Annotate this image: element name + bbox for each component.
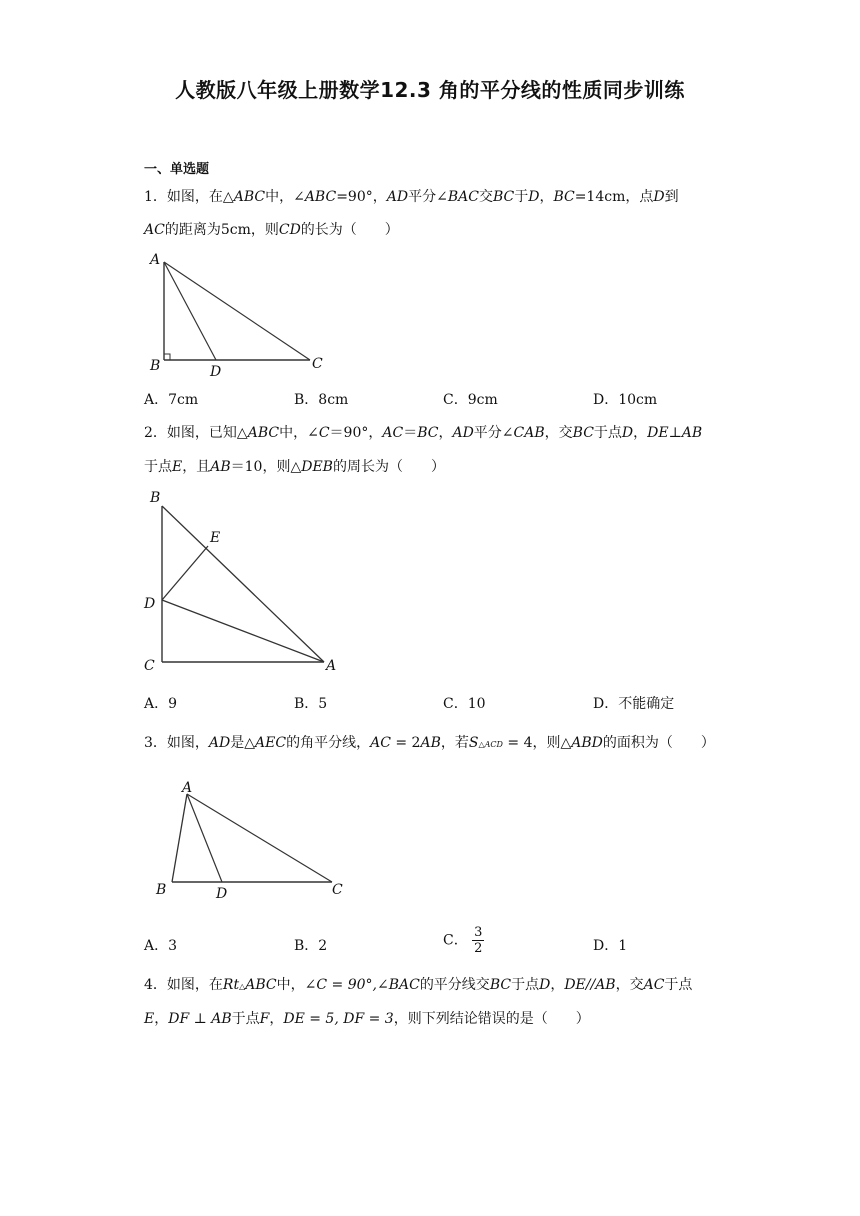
- q4-text: BC: [489, 977, 512, 993]
- q1-text: 于: [514, 189, 529, 205]
- q2-text: AB: [210, 459, 231, 475]
- q4-text-line1: [144, 974, 692, 994]
- q1-text: BAC: [447, 189, 479, 205]
- q3-area-subscript: △ACD: [478, 740, 503, 749]
- q1-text: ABC: [233, 189, 266, 205]
- page-title: 人教版八年级上册数学12.3 角的平分线的性质同步训练: [175, 78, 685, 102]
- section-heading: 一、单选题: [144, 162, 210, 177]
- q1-text: AD: [386, 189, 409, 205]
- q4-text: ABC: [245, 977, 277, 993]
- q3-option-b[interactable]: B．2: [294, 938, 328, 954]
- q4-text: 于点: [664, 977, 693, 993]
- q4-text: 于点: [511, 977, 540, 993]
- q2-label-E: E: [210, 530, 221, 546]
- q3-option-c-fraction: [472, 925, 484, 956]
- q1-option-c[interactable]: C．9cm: [443, 392, 498, 408]
- q1-right-angle-mark: [164, 354, 170, 360]
- q2-text: BC: [417, 425, 439, 441]
- q2-option-a[interactable]: A．9: [144, 696, 178, 712]
- q4-text: ∠C = 90°,∠BAC: [304, 977, 420, 993]
- q2-text: ABC: [247, 425, 280, 441]
- q4-text: 如图，在: [166, 977, 223, 993]
- q4-text: 中，: [276, 977, 305, 993]
- q2-label-A: A: [326, 658, 337, 674]
- q1-side-AC: [164, 262, 310, 360]
- q3-text: 是△: [230, 735, 256, 751]
- q3-side-AC: [187, 794, 332, 882]
- q3-side-AB: [172, 794, 187, 882]
- q2-text: BC: [572, 425, 594, 441]
- q2-text: ，交: [544, 425, 573, 441]
- q1-text: 交: [478, 189, 493, 205]
- q2-text: AB: [681, 425, 703, 441]
- q2-text: 的周长为（ ）: [332, 459, 445, 475]
- q3-number: 3．: [144, 735, 167, 751]
- q1-option-d[interactable]: D．10cm: [593, 392, 658, 408]
- fraction-denominator: 2: [474, 941, 483, 956]
- q4-text: ，则下列结论错误的是（ ）: [393, 1011, 590, 1027]
- q1-label-D: D: [210, 364, 222, 380]
- q3-text: AD: [208, 735, 231, 751]
- q3-bisector-AD: [187, 794, 222, 882]
- q1-text: ABC: [304, 189, 337, 205]
- q1-option-b[interactable]: B．8cm: [294, 392, 349, 408]
- q1-text: 的长为（ ）: [300, 222, 399, 238]
- q1-text: 中，∠: [265, 189, 305, 205]
- q2-text: ，: [438, 425, 453, 441]
- q2-text: ⊥: [668, 425, 682, 441]
- q1-text: AC: [144, 222, 165, 238]
- q2-text: DEB: [301, 459, 333, 475]
- q3-text: = 2: [390, 735, 421, 751]
- q1-label-C: C: [312, 356, 323, 372]
- q3-text: 如图，: [166, 735, 209, 751]
- q4-text: F: [259, 1011, 270, 1027]
- q2-number: 2．: [144, 425, 167, 441]
- q2-text: AC: [382, 425, 404, 441]
- q2-text: AD: [452, 425, 474, 441]
- q4-text: 于点: [231, 1011, 260, 1027]
- q3-text: AEC: [255, 735, 287, 751]
- q3-text: ABD: [571, 735, 603, 751]
- q2-text: 于点: [593, 425, 622, 441]
- q1-bisector-AD: [164, 262, 216, 360]
- q2-text: DE: [647, 425, 669, 441]
- q2-text: ＝90°，: [329, 425, 383, 441]
- q2-label-B: B: [150, 490, 161, 506]
- q3-option-c[interactable]: [443, 925, 484, 956]
- q2-label-C: C: [144, 658, 155, 674]
- q2-label-D: D: [144, 596, 156, 612]
- q2-text: C: [318, 425, 330, 441]
- q1-text: D: [653, 189, 665, 205]
- q2-side-AB: [162, 506, 324, 662]
- q3-option-a[interactable]: A．3: [144, 938, 178, 954]
- q3-text-line1: [144, 732, 715, 752]
- q2-option-b[interactable]: B．5: [294, 696, 328, 712]
- q1-label-A: A: [150, 252, 161, 268]
- q1-text: BC: [492, 189, 515, 205]
- q1-option-a[interactable]: A．7cm: [144, 392, 199, 408]
- q2-figure: [140, 484, 350, 676]
- q2-option-c[interactable]: C．10: [443, 696, 486, 712]
- q1-text: =14cm，点: [574, 189, 654, 205]
- q4-text: DF ⊥ AB: [168, 1011, 232, 1027]
- q3-text: ，若: [440, 735, 469, 751]
- q1-text: D: [528, 189, 540, 205]
- q2-text: 于点: [144, 459, 172, 475]
- q3-text: 的角平分线，: [286, 735, 371, 751]
- q4-text: Rt: [222, 977, 240, 993]
- q4-text: D: [539, 977, 551, 993]
- q4-text: 的平分线交: [419, 977, 490, 993]
- q3-label-C: C: [332, 882, 343, 898]
- q1-text: CD: [278, 222, 301, 238]
- q1-label-B: B: [150, 358, 161, 374]
- q3-option-c-label: C．: [443, 932, 468, 949]
- q3-text: AC: [370, 735, 391, 751]
- q1-number: 1．: [144, 189, 167, 205]
- q2-text: 平分∠: [473, 425, 514, 441]
- q4-text: E: [144, 1011, 155, 1027]
- q1-text: 如图，在△: [166, 189, 234, 205]
- q2-text: 如图，已知△: [166, 425, 248, 441]
- q2-bisector-AD: [162, 600, 324, 662]
- q1-text: 的距离为5cm，则: [164, 222, 279, 238]
- q1-text-line2: [144, 219, 399, 239]
- q3-text: 的面积为（ ）: [602, 735, 715, 751]
- q2-text: ＝10，则△: [230, 459, 302, 475]
- q2-text: ＝: [403, 425, 418, 441]
- q3-text: AB: [420, 735, 441, 751]
- q2-text: E: [172, 459, 183, 475]
- q2-text: CAB: [513, 425, 545, 441]
- q4-text-line2: [144, 1008, 590, 1028]
- q3-text: = 4，则△: [502, 735, 572, 751]
- q3-label-A: A: [182, 780, 193, 796]
- q1-text: =90°，: [336, 189, 387, 205]
- fraction-numerator: 3: [474, 925, 483, 940]
- q3-label-B: B: [156, 882, 167, 898]
- q1-text: 平分∠: [408, 189, 448, 205]
- q4-text: △: [239, 982, 246, 991]
- q2-option-d[interactable]: D．不能确定: [593, 696, 675, 712]
- q2-text-line1: [144, 422, 702, 442]
- q1-text-line1: [144, 186, 679, 206]
- q1-text: ，: [539, 189, 554, 205]
- q2-text: ，: [633, 425, 648, 441]
- q2-text: ，且: [182, 459, 211, 475]
- q1-figure: [144, 248, 334, 380]
- q4-text: ，: [154, 1011, 169, 1027]
- q4-text: DE//AB: [564, 977, 616, 993]
- q2-text: 中，∠: [279, 425, 319, 441]
- q2-text: D: [621, 425, 634, 441]
- q2-perpendicular-DE: [162, 546, 208, 600]
- q4-text: ，交: [615, 977, 644, 993]
- q3-option-d[interactable]: D．1: [593, 938, 628, 954]
- q3-area-symbol: S: [468, 735, 479, 751]
- q2-text-line2: [144, 456, 445, 476]
- q4-number: 4．: [144, 977, 167, 993]
- q4-text: AC: [643, 977, 665, 993]
- q1-text: BC: [553, 189, 575, 205]
- q3-label-D: D: [216, 886, 228, 902]
- q3-figure: [150, 780, 350, 904]
- q1-text: 到: [664, 189, 679, 205]
- q4-text: DE = 5, DF = 3: [283, 1011, 394, 1027]
- q4-text: ，: [269, 1011, 284, 1027]
- q4-text: ，: [550, 977, 565, 993]
